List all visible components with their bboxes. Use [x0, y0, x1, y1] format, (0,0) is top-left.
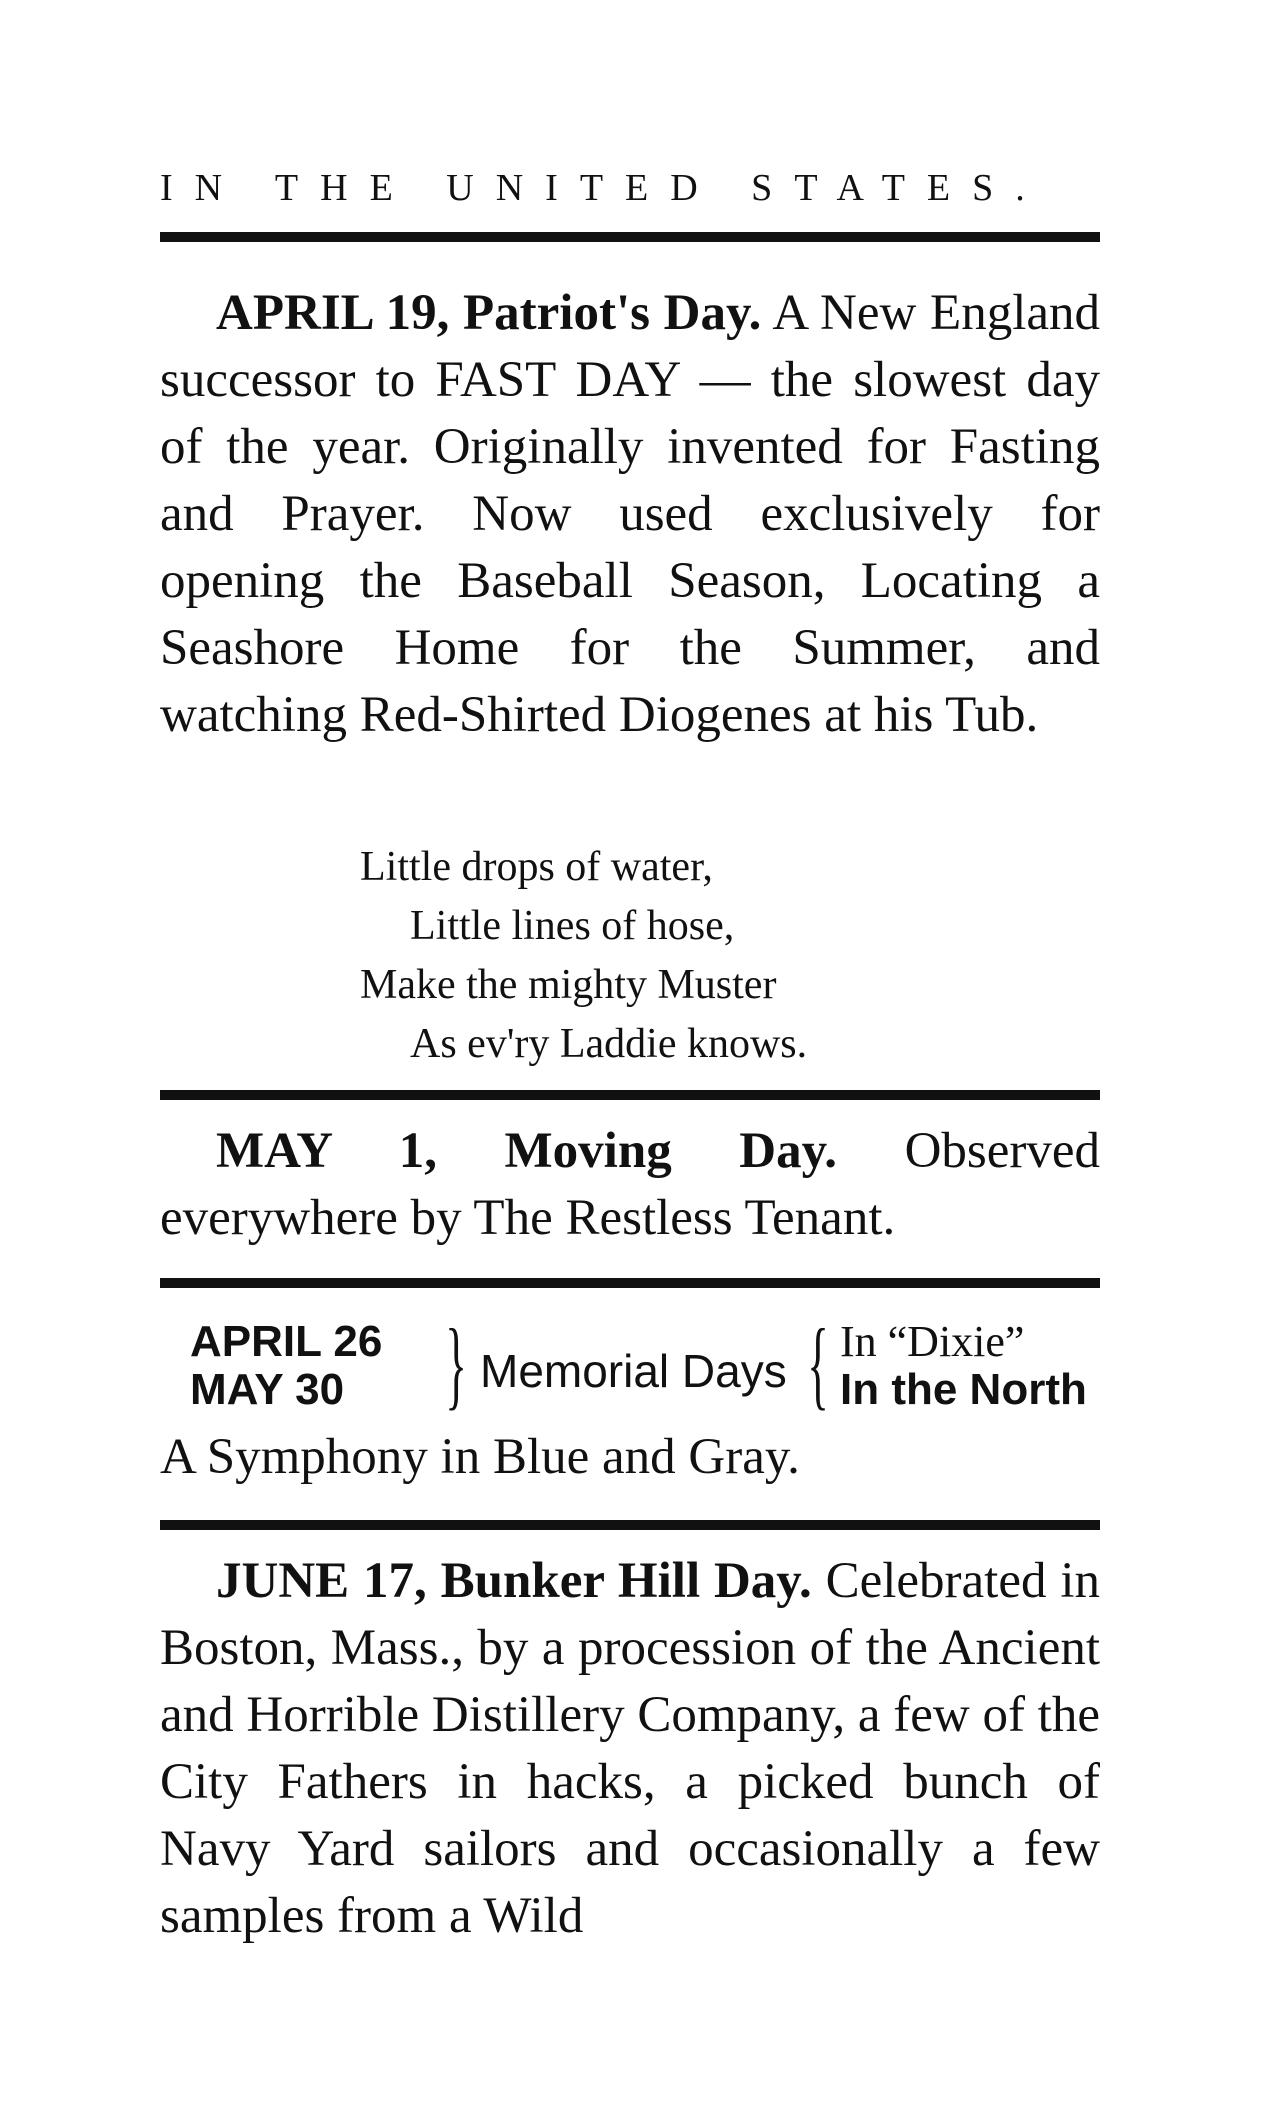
right-brace: }	[445, 1308, 467, 1419]
memorial-region-north: In the North	[840, 1365, 1087, 1414]
rule-divider	[160, 1090, 1100, 1100]
memorial-description: A Symphony in Blue and Gray.	[160, 1429, 800, 1485]
memorial-regions	[840, 1318, 1087, 1414]
entry-text: Observed everywhere by The Restless Tenant.	[160, 1123, 1100, 1246]
verse-line: Little drops of water,	[360, 844, 713, 890]
running-head: IN THE UNITED STATES.	[160, 167, 1047, 209]
entry-text: Celebrated in Boston, Mass., by a procession of the Ancient and Horrible Distillery Company, a few of the City Fathers in hacks, a picked bunch of Navy Yard sailors and occasionally a few samples from a Wild	[160, 1553, 1100, 1944]
entry-date: JUNE 17, Bunker Hill Day.	[216, 1553, 812, 1609]
verse-line: Little lines of hose,	[410, 903, 735, 949]
memorial-date-south: APRIL 26	[190, 1317, 383, 1366]
entry-bunker-hill-day	[160, 1548, 1100, 1950]
memorial-region-south: In “Dixie”	[840, 1317, 1025, 1366]
entry-date: APRIL 19, Patriot's Day.	[216, 285, 762, 341]
entry-text: A New England successor to FAST DAY — the slowest day of the year. Originally invented for Fasting and Prayer. Now used exclusively for opening the Baseball Season, Locating a Seashore Home for the Summer, and watching Red-Shirted Diogenes at his Tub.	[160, 285, 1101, 743]
memorial-title: Memorial Days	[480, 1345, 787, 1397]
left-brace: {	[807, 1308, 829, 1419]
memorial-date-north: MAY 30	[190, 1365, 345, 1414]
verse-line: Make the mighty Muster	[360, 962, 777, 1008]
entry-date: MAY 1, Moving Day.	[216, 1123, 838, 1179]
entry-moving-day	[160, 1118, 1100, 1252]
memorial-dates	[190, 1318, 382, 1414]
verse	[360, 838, 960, 1074]
rule-divider	[160, 1278, 1100, 1288]
rule-header	[160, 232, 1100, 242]
verse-line: As ev'ry Laddie knows.	[410, 1021, 808, 1067]
entry-memorial-days	[160, 1308, 1100, 1428]
rule-divider	[160, 1520, 1100, 1530]
entry-patriots-day	[160, 280, 1100, 749]
